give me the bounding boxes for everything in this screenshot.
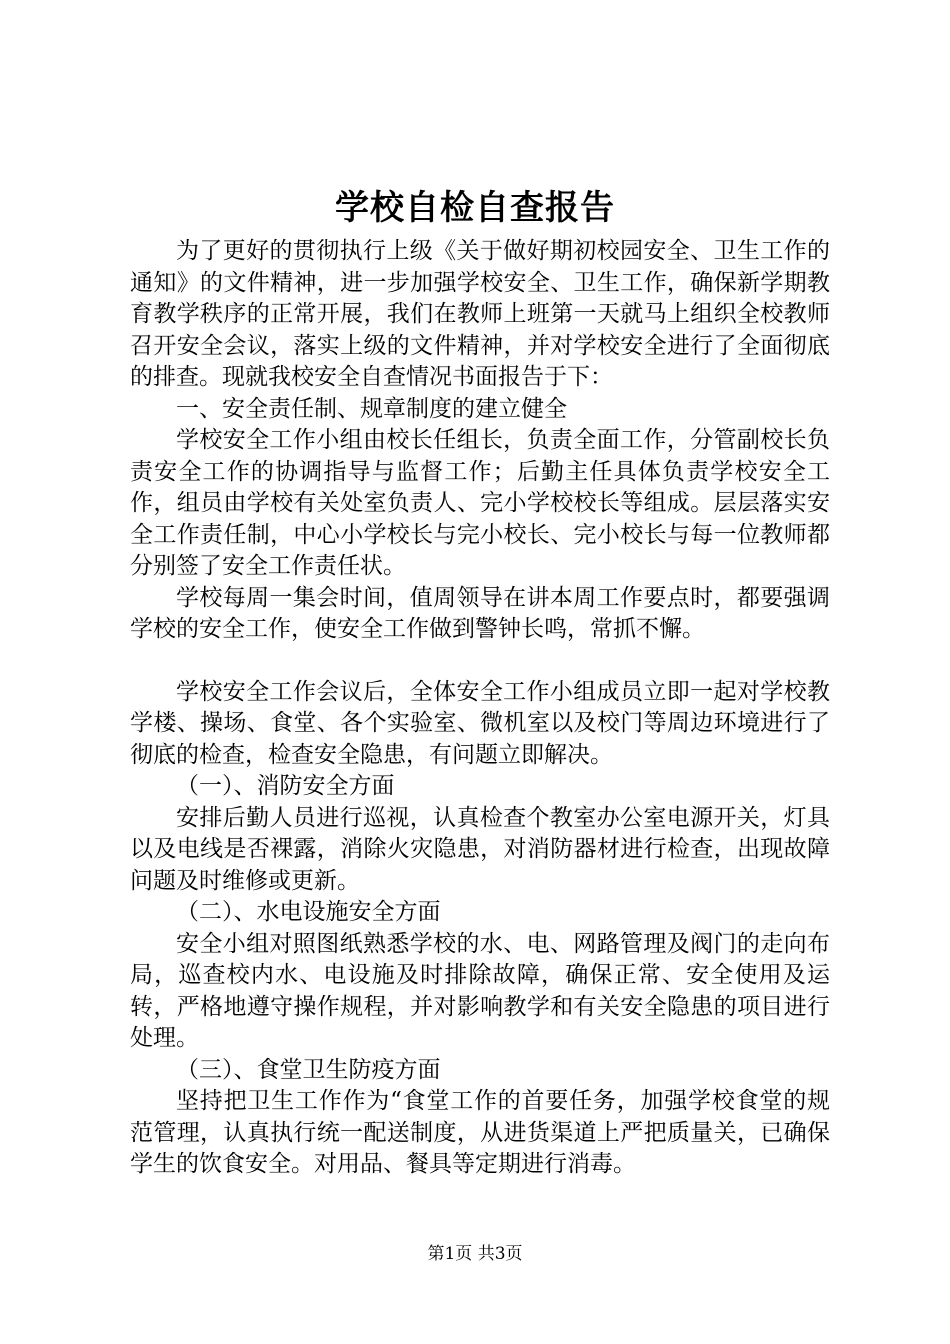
document-title: 学校自检自查报告	[335, 188, 615, 228]
page-footer: 第1页 共3页	[427, 1244, 523, 1264]
paragraph-utilities: 安全小组对照图纸熟悉学校的水、电、网路管理及阀门的走向布局，巡查校内水、电设施及时排除故障，确保正常、安全使用及运转，严格地遵守操作规程，并对影响教学和有关安全隐患的项目进行处理。	[130, 930, 830, 1051]
paragraph-intro: 为了更好的贯彻执行上级《关于做好期初校园安全、卫生工作的通知》的文件精神，进一步加强学校安全、卫生工作，确保新学期教育教学秩序的正常开展，我们在教师上班第一天就马上组织全校教师召开安全会议，落实上级的文件精神，并对学校安全进行了全面彻底的排查。现就我校安全自查情况书面报告于下：	[130, 238, 830, 390]
subsection-heading-utilities: （二）、水电设施安全方面	[176, 899, 441, 925]
document-body	[130, 236, 830, 1181]
paragraph-canteen: 坚持把卫生工作作为“食堂工作的首要任务，加强学校食堂的规范管理，认真执行统一配送制度，从进货渠道上严把质量关，已确保学生的饮食安全。对用品、餐具等定期进行消毒。	[130, 1088, 830, 1177]
paragraph-weekly-assembly: 学校每周一集会时间，值周领导在讲本周工作要点时，都要强调学校的安全工作，使安全工作做到警钟长鸣，常抓不懈。	[130, 584, 830, 642]
subsection-heading-canteen: （三）、食堂卫生防疫方面	[176, 1056, 441, 1083]
paragraph-safety-group: 学校安全工作小组由校长任组长，负责全面工作，分管副校长负责安全工作的协调指导与监督工作；后勤主任具体负责学校安全工作，组员由学校有关处室负责人、完小学校校长等组成。层层落实安全工作责任制，中心小学校长与完小校长、完小校长与每一位教师都分别签了安全工作责任状。	[130, 427, 830, 579]
paragraph-inspection: 学校安全工作会议后，全体安全工作小组成员立即一起对学校教学楼、操场、食堂、各个实验室、微机室以及校门等周边环境进行了彻底的检查，检查安全隐患，有问题立即解决。	[130, 678, 830, 768]
subsection-heading-fire: （一）、消防安全方面	[176, 773, 395, 799]
section-heading-1: 一、安全责任制、规章制度的建立健全	[176, 395, 567, 422]
paragraph-fire-safety: 安排后勤人员进行巡视，认真检查个教室办公室电源开关，灯具以及电线是否裸露，消除火灾隐患，对消防器材进行检查，出现故障问题及时维修或更新。	[130, 804, 830, 894]
